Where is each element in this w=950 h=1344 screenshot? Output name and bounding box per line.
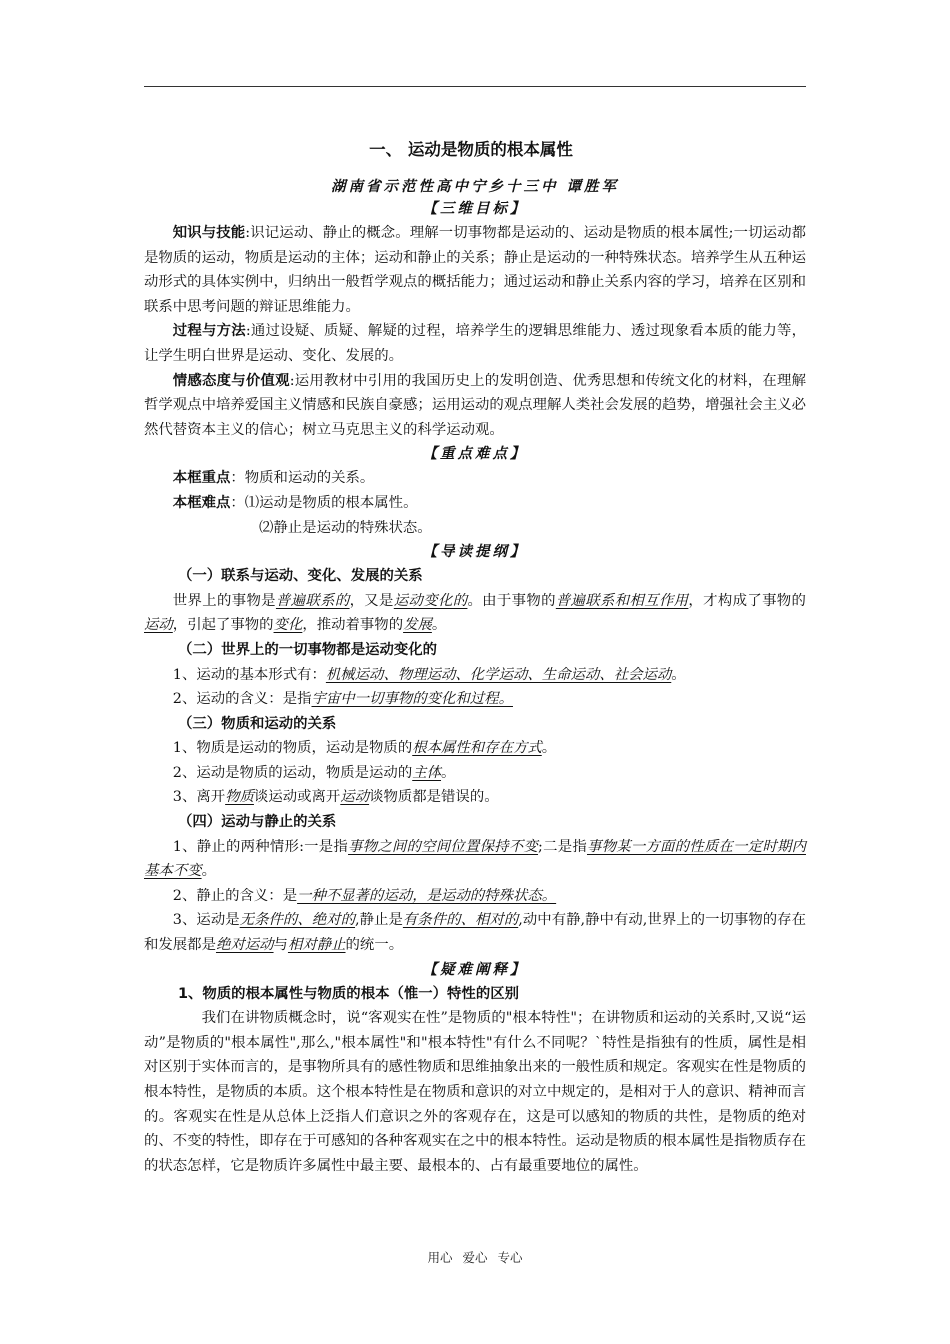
- outline-heading-3: （三）物质和运动的关系: [178, 715, 337, 732]
- document-page: [144, 138, 806, 1178]
- outline-heading-2: （二）世界上的一切事物都是运动变化的: [178, 641, 438, 658]
- label-emotion: 情感态度与价值观: [172, 372, 290, 389]
- outline-item-4-2: 2、静止的含义：是一种不显著的运动，是运动的特殊状态。: [172, 887, 557, 904]
- outline-heading-4: （四）运动与静止的关系: [178, 814, 337, 831]
- outline-item-4-1: 1、静止的两种情形:一是指事物之间的空间位置保持不变;二是指事物某一方面的性质在一定时期内基本不变。: [144, 838, 806, 880]
- outline-paragraph-1: 世界上的事物是普遍联系的，又是运动变化的。由于事物的普遍联系和相互作用，才构成了事物的运动，引起了事物的变化，推动着事物的发展。: [144, 592, 806, 634]
- key-focus: 本框重点：物质和运动的关系。: [172, 470, 375, 487]
- section-heading-faq: 【疑难阐释】: [422, 960, 528, 978]
- section-heading-goals: 【三维目标】: [422, 200, 528, 217]
- page-footer: 用心 爱心 专心: [427, 1250, 523, 1265]
- section-heading-outline: 【导读提纲】: [422, 543, 528, 561]
- page-title: 一、 运动是物质的根本属性: [369, 140, 573, 159]
- outline-heading-1: （一）联系与运动、变化、发展的关系: [178, 568, 423, 585]
- author-line: 湖南省示范性高中宁乡十三中 谭胜军: [330, 178, 620, 195]
- key-difficulty-1: 本框难点：⑴运动是物质的根本属性。: [172, 494, 418, 511]
- outline-item-3-1: 1、物质是运动的物质，运动是物质的根本属性和存在方式。: [172, 740, 557, 757]
- outline-item-4-3: 3、运动是无条件的、绝对的,静止是有条件的、相对的,动中有静,静中有动,世界上的一切事物的存在和发展都是绝对运动与相对静止的统一。: [144, 912, 806, 954]
- paragraph-emotion: 情感态度与价值观:运用教材中引用的我国历史上的发明创造、优秀思想和传统文化的材料，在理解哲学观点中培养爱国主义情感和民族自豪感；运用运动的观点理解人类社会发展的趋势，增强社会主义必然代替资本主义的信心；树立马克思主义的科学运动观。: [144, 372, 806, 438]
- outline-item-2-2: 2、运动的含义：是指宇宙中一切事物的变化和过程。: [172, 691, 513, 708]
- outline-item-3-2: 2、运动是物质的运动，物质是运动的主体。: [172, 764, 456, 781]
- faq-paragraph-1: 我们在讲物质概念时，说“客观实在性”是物质的"根本特性"；在讲物质和运动的关系时,又说“运动”是物质的"根本属性",那么,"根本属性"和"根本特性"有什么不同呢？`特性是指独有的性质，属性是相对区别于实体而言的，是事物所具有的感性物质和思维抽象出来的一般性质和规定。客观实在性是物质的根本特性，是物质的本质。这个根本特性是在物质和意识的对立中规定的，是相对于人的意识、精神而言的。客观实在性是从总体上泛指人们意识之外的客观存在，这是可以感知的物质的共性，是物质的绝对的、不变的特性，即存在于可感知的各种客观实在之中的根本特性。运动是物质的根本属性是指物质存在的状态怎样，它是物质许多属性中最主要、最根本的、占有最重要地位的属性。: [144, 1010, 806, 1174]
- key-difficulty-2: ⑵静止是运动的特殊状态。: [259, 519, 432, 536]
- outline-item-3-3: 3、离开物质谈运动或离开运动谈物质都是错误的。: [172, 789, 499, 806]
- outline-item-2-1: 1、运动的基本形式有：机械运动、物理运动、化学运动、生命运动、社会运动。: [172, 666, 686, 683]
- paragraph-knowledge: 知识与技能:识记运动、静止的概念。理解一切事物都是运动的、运动是物质的根本属性;一切运动都是物质的运动，物质是运动的主体；运动和静止的关系；静止是运动的一种特殊状态。培养学生从五种运动形式的具体实例中，归纳出一般哲学观点的概括能力；通过运动和静止关系内容的学习，培养在区别和联系中思考问题的辩证思维能力。: [144, 225, 806, 315]
- faq-heading-1: 1、物质的根本属性与物质的根本（惟一）特性的区别: [178, 985, 519, 1002]
- label-knowledge: 知识与技能: [172, 225, 246, 241]
- paragraph-process: 过程与方法:通过设疑、质疑、解疑的过程，培养学生的逻辑思维能力、透过现象看本质的能力等，让学生明白世界是运动、变化、发展的。: [144, 323, 806, 364]
- label-process: 过程与方法: [172, 323, 246, 340]
- header-rule: [144, 86, 806, 87]
- section-heading-key: 【重点难点】: [422, 445, 528, 463]
